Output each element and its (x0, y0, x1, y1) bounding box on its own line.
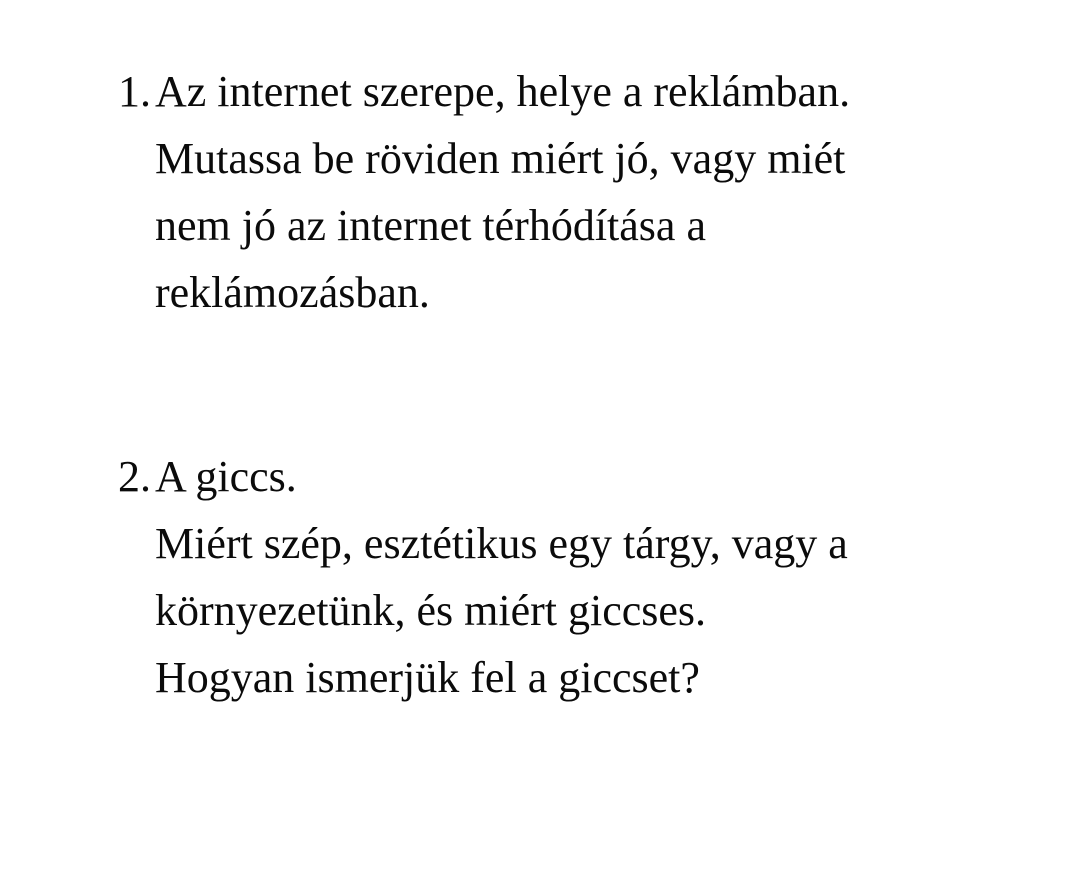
question-item-1 (118, 58, 1038, 326)
question-1-text-line: Mutassa be röviden miért jó, vagy miét (155, 134, 846, 183)
question-2-line-4 (118, 644, 1038, 711)
question-item-2 (118, 443, 1038, 711)
question-1-line-3 (118, 192, 1038, 259)
question-2-text-line: Miért szép, esztétikus egy tárgy, vagy a (155, 519, 848, 568)
question-2-number: 2. (118, 452, 151, 501)
question-1-line-2 (118, 125, 1038, 192)
question-2-line-2 (118, 510, 1038, 577)
question-2-text-line: környezetünk, és miért giccses. (155, 586, 707, 635)
question-1-text-line: nem jó az internet térhódítása a (155, 201, 706, 250)
question-2-text-line: Hogyan ismerjük fel a giccset? (155, 653, 700, 702)
question-1-number: 1. (118, 67, 151, 116)
question-2-line-1 (118, 443, 1038, 510)
document-content (118, 58, 1038, 711)
question-1-text-line: Az internet szerepe, helye a reklámban. (155, 67, 851, 116)
question-1-text-line: reklámozásban. (155, 268, 430, 317)
question-1-line-4 (118, 259, 1038, 326)
question-1-line-1 (118, 58, 1038, 125)
question-2-text-line: A giccs. (155, 452, 297, 501)
question-2-line-3 (118, 577, 1038, 644)
